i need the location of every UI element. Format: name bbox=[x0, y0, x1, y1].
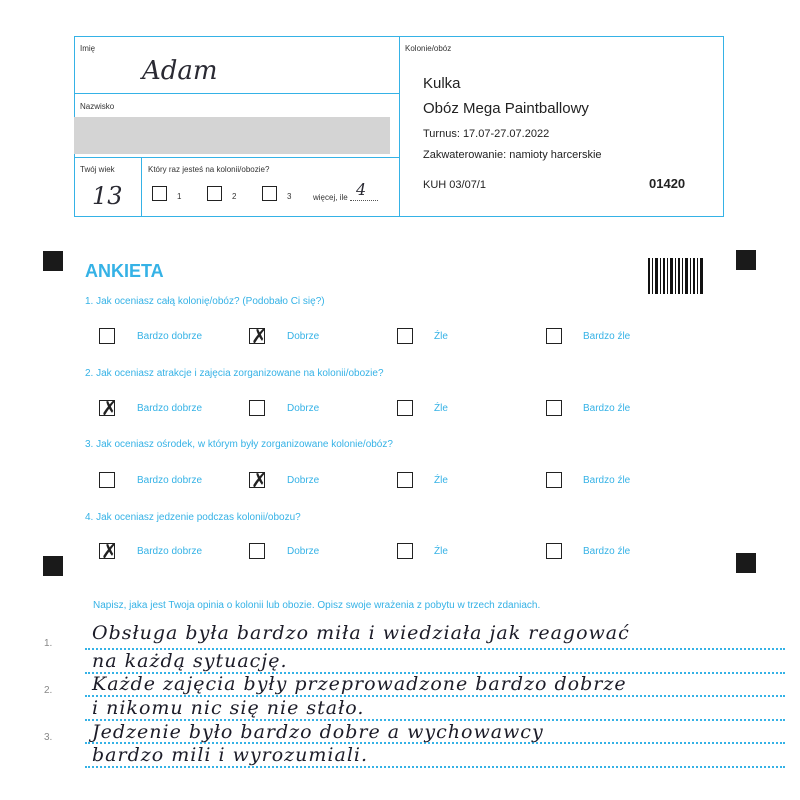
camp-name: Kulka bbox=[423, 75, 461, 92]
question-1-option-4-checkbox[interactable] bbox=[546, 328, 562, 344]
question-3-option-1-checkbox[interactable] bbox=[99, 472, 115, 488]
question-2-option-1-checkbox[interactable] bbox=[99, 396, 118, 420]
wiek-value[interactable]: 13 bbox=[92, 182, 123, 210]
question-2-option-3-checkbox[interactable] bbox=[397, 400, 413, 416]
question-1-option-3-label: Źle bbox=[434, 331, 448, 342]
answer-text-line[interactable]: Jedzenie było bardzo dobre a wychowawcy bbox=[92, 721, 544, 743]
camp-title: Obóz Mega Paintballowy bbox=[423, 100, 589, 117]
checkmark-icon: ✗ bbox=[101, 396, 118, 420]
visit-count-2-label: 2 bbox=[232, 192, 237, 201]
question-4-option-3-checkbox[interactable] bbox=[397, 543, 413, 559]
question-1-option-4-label: Bardzo źle bbox=[583, 331, 631, 342]
form-number: 01420 bbox=[649, 176, 686, 191]
question-2-option-4-checkbox[interactable] bbox=[546, 400, 562, 416]
question-3-option-2-label: Dobrze bbox=[287, 475, 320, 486]
question-3-option-4-label: Bardzo źle bbox=[583, 475, 631, 486]
answer-text-line[interactable]: na każdą sytuację. bbox=[92, 650, 288, 672]
divider bbox=[399, 36, 400, 216]
question-2-option-2-checkbox[interactable] bbox=[249, 400, 265, 416]
answer-line bbox=[85, 766, 785, 768]
opinion-prompt: Napisz, jaka jest Twoja opinia o kolonii lub obozie. Opisz swoje wrażenia z pobytu w trzech zdaniach. bbox=[93, 600, 541, 611]
visit-count-3-label: 3 bbox=[287, 192, 292, 201]
survey-title: ANKIETA bbox=[85, 261, 164, 281]
question-1-option-1-label: Bardzo dobrze bbox=[137, 331, 203, 342]
question-3-option-1-label: Bardzo dobrze bbox=[137, 475, 203, 486]
question-3-option-4-checkbox[interactable] bbox=[546, 472, 562, 488]
answer-text-line[interactable]: bardzo mili i wyrozumiali. bbox=[92, 744, 369, 766]
divider bbox=[141, 157, 142, 216]
turnus: Turnus: 17.07-27.07.2022 bbox=[423, 128, 550, 140]
visit-count-1-checkbox[interactable] bbox=[152, 186, 167, 201]
visit-count-2-checkbox[interactable] bbox=[207, 186, 222, 201]
question-3-text: 3. Jak oceniasz ośrodek, w którym były zorganizowane kolonie/obóz? bbox=[85, 439, 393, 450]
question-4-option-1-checkbox[interactable] bbox=[99, 539, 118, 563]
question-4-text: 4. Jak oceniasz jedzenie podczas kolonii/obozu? bbox=[85, 512, 301, 523]
question-1-option-1-checkbox[interactable] bbox=[99, 328, 115, 344]
question-2-option-2-label: Dobrze bbox=[287, 403, 320, 414]
question-1-option-2-label: Dobrze bbox=[287, 331, 320, 342]
wiecej-value[interactable]: 4 bbox=[356, 180, 367, 199]
answer-text-line[interactable]: i nikomu nic się nie stało. bbox=[92, 697, 365, 719]
checkmark-icon: ✗ bbox=[251, 324, 268, 348]
ktory-raz-label: Który raz jesteś na kolonii/obozie? bbox=[148, 165, 270, 174]
question-3-option-3-label: Źle bbox=[434, 475, 448, 486]
divider bbox=[74, 93, 399, 94]
line-number: 2. bbox=[44, 685, 53, 696]
question-1-text: 1. Jak oceniasz całą kolonię/obóz? (Podobało Ci się?) bbox=[85, 296, 325, 307]
wiecej-label: więcej, ile bbox=[313, 193, 348, 202]
question-3-option-2-checkbox[interactable] bbox=[249, 468, 268, 492]
visit-count-3-checkbox[interactable] bbox=[262, 186, 277, 201]
zakwaterowanie: Zakwaterowanie: namioty harcerskie bbox=[423, 149, 602, 161]
question-2-option-1-label: Bardzo dobrze bbox=[137, 403, 203, 414]
registration-marker bbox=[43, 556, 63, 576]
question-2-option-4-label: Bardzo źle bbox=[583, 403, 631, 414]
wiek-label: Twój wiek bbox=[80, 165, 115, 174]
question-1-option-3-checkbox[interactable] bbox=[397, 328, 413, 344]
divider bbox=[74, 157, 399, 158]
question-4-option-3-label: Źle bbox=[434, 546, 448, 557]
question-4-option-1-label: Bardzo dobrze bbox=[137, 546, 203, 557]
question-3-option-3-checkbox[interactable] bbox=[397, 472, 413, 488]
question-2-text: 2. Jak oceniasz atrakcje i zajęcia zorganizowane na kolonii/obozie? bbox=[85, 368, 384, 379]
checkmark-icon: ✗ bbox=[251, 468, 268, 492]
registration-marker bbox=[736, 553, 756, 573]
visit-count-1-label: 1 bbox=[177, 192, 182, 201]
line-number: 1. bbox=[44, 638, 53, 649]
question-2-option-3-label: Źle bbox=[434, 403, 448, 414]
imie-label: Imię bbox=[80, 44, 96, 53]
wiecej-field-line bbox=[350, 200, 378, 201]
camp-code: KUH 03/07/1 bbox=[423, 179, 486, 191]
registration-marker bbox=[43, 251, 63, 271]
answer-text-line[interactable]: Obsługa była bardzo miła i wiedziała jak reagować bbox=[92, 622, 630, 644]
registration-marker bbox=[736, 250, 756, 270]
question-4-option-2-checkbox[interactable] bbox=[249, 543, 265, 559]
line-number: 3. bbox=[44, 732, 53, 743]
checkmark-icon: ✗ bbox=[101, 539, 118, 563]
imie-value[interactable]: Adam bbox=[142, 56, 218, 86]
question-4-option-4-label: Bardzo źle bbox=[583, 546, 631, 557]
question-4-option-2-label: Dobrze bbox=[287, 546, 320, 557]
answer-text-line[interactable]: Każde zajęcia były przeprowadzone bardzo dobrze bbox=[92, 673, 627, 695]
barcode-icon bbox=[648, 258, 704, 294]
question-4-option-4-checkbox[interactable] bbox=[546, 543, 562, 559]
redacted-surname bbox=[74, 117, 390, 154]
kolonie-label: Kolonie/obóz bbox=[405, 44, 452, 53]
question-1-option-2-checkbox[interactable] bbox=[249, 324, 268, 348]
nazwisko-label: Nazwisko bbox=[80, 102, 115, 111]
